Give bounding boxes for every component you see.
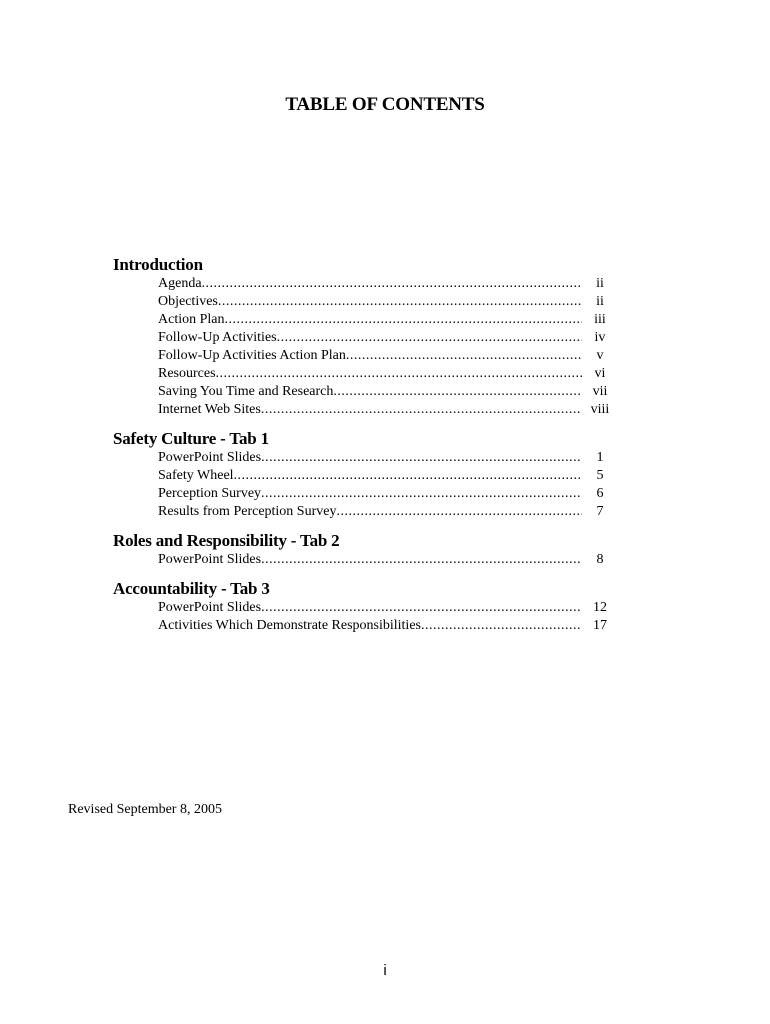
entry-title: Objectives [158, 294, 218, 309]
dot-leader [336, 503, 582, 521]
toc-entry [158, 485, 618, 503]
section-heading: Roles and Responsibility - Tab 2 [113, 531, 340, 550]
toc-entry [158, 599, 618, 617]
entry-page: iv [594, 330, 606, 345]
entry-page: vi [594, 366, 606, 381]
entry-title: Follow-Up Activities Action Plan [158, 348, 346, 363]
dot-leader [261, 551, 582, 569]
dot-leader [261, 599, 582, 617]
toc-entry [158, 365, 618, 383]
dot-leader [333, 383, 582, 401]
entry-title: Agenda [158, 276, 202, 291]
entry-page: ii [596, 276, 604, 291]
toc-section-introduction [113, 255, 633, 419]
toc-section-roles-and-responsibility [113, 531, 633, 569]
dot-leader [261, 401, 582, 419]
toc-entry [158, 275, 618, 293]
toc-entry [158, 401, 618, 419]
toc-entry [158, 311, 618, 329]
entry-title: Resources [158, 366, 216, 381]
entry-page: 8 [596, 552, 604, 567]
entry-page: ii [596, 294, 604, 309]
section-heading: Accountability - Tab 3 [113, 579, 270, 598]
entry-title: Internet Web Sites [158, 402, 261, 417]
dot-leader [202, 275, 582, 293]
toc-entry [158, 617, 618, 635]
revision-date: Revised September 8, 2005 [68, 802, 222, 817]
section-entries [158, 275, 618, 419]
toc-entry [158, 329, 618, 347]
section-entries [158, 449, 618, 521]
toc-section-safety-culture [113, 429, 633, 521]
section-heading: Introduction [113, 255, 203, 274]
entry-title: Results from Perception Survey [158, 504, 337, 519]
entry-title: PowerPoint Slides [158, 600, 262, 615]
dot-leader [346, 347, 582, 365]
toc-entry [158, 293, 618, 311]
page-title: TABLE OF CONTENTS [285, 94, 485, 115]
entry-title: Safety Wheel [158, 468, 234, 483]
toc-entry [158, 347, 618, 365]
dot-leader [218, 293, 582, 311]
entry-page: vii [592, 384, 608, 399]
entry-title: Saving You Time and Research [158, 384, 334, 399]
entry-title: Activities Which Demonstrate Responsibilities [158, 618, 421, 633]
dot-leader [421, 617, 582, 635]
dot-leader [261, 485, 582, 503]
entry-page: 5 [596, 468, 604, 483]
entry-page: 12 [593, 600, 607, 615]
entry-title: PowerPoint Slides [158, 552, 262, 567]
toc-entry [158, 503, 618, 521]
entry-page: 1 [596, 450, 604, 465]
dot-leader [234, 467, 582, 485]
toc-entry [158, 551, 618, 569]
entry-page: 6 [596, 486, 604, 501]
entry-title: Follow-Up Activities [158, 330, 277, 345]
dot-leader [261, 449, 582, 467]
section-heading: Safety Culture - Tab 1 [113, 429, 269, 448]
entry-page: iii [594, 312, 606, 327]
table-of-contents [113, 255, 633, 645]
entry-title: Perception Survey [158, 486, 262, 501]
dot-leader [216, 365, 582, 383]
toc-entry [158, 383, 618, 401]
dot-leader [277, 329, 582, 347]
entry-page: 17 [593, 618, 607, 633]
toc-section-accountability [113, 579, 633, 635]
page-number: i [383, 962, 387, 979]
entry-title: PowerPoint Slides [158, 450, 262, 465]
dot-leader [225, 311, 583, 329]
entry-title: Action Plan [158, 312, 225, 327]
toc-entry [158, 467, 618, 485]
section-entries [158, 599, 618, 635]
section-entries [158, 551, 618, 569]
toc-entry [158, 449, 618, 467]
entry-page: 7 [596, 504, 604, 519]
entry-page: v [596, 348, 604, 363]
entry-page: viii [590, 402, 610, 417]
